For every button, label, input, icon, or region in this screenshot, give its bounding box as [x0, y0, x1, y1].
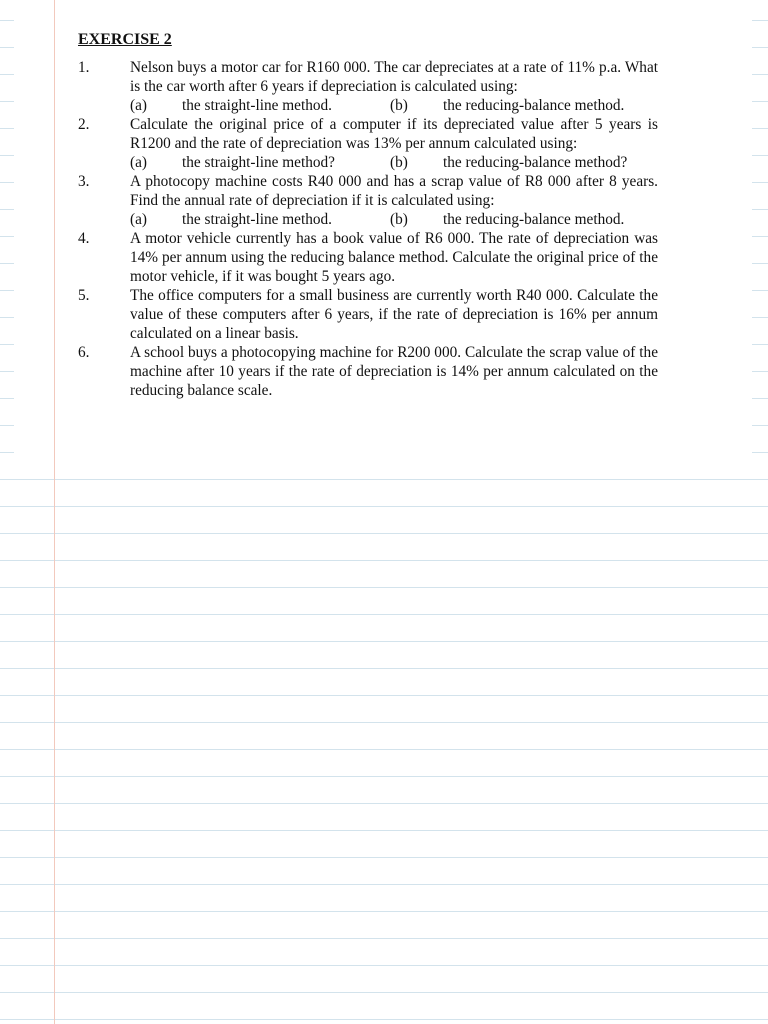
option-text-a: the straight-line method. — [182, 211, 332, 228]
ruled-line-tick — [752, 47, 768, 48]
ruled-line — [0, 587, 768, 588]
question-number: 3. — [78, 173, 90, 190]
question-text: A school buys a photocopying machine for R200 000. Calculate the scrap value of the machine after 10 years if the rate of depreciation is 14% per annum calculated on the reducing balance scale. — [130, 344, 658, 399]
ruled-line-tick — [752, 452, 768, 453]
ruled-line — [0, 722, 768, 723]
option-label-a: (a) — [130, 211, 147, 228]
ruled-line — [0, 911, 768, 912]
option-label-b: (b) — [390, 97, 408, 114]
option-label-a: (a) — [130, 154, 147, 171]
ruled-line-tick — [752, 344, 768, 345]
question-options — [130, 96, 658, 115]
ruled-line-tick — [0, 155, 14, 156]
ruled-line-tick — [752, 263, 768, 264]
question-number: 1. — [78, 59, 90, 76]
ruled-line-tick — [752, 74, 768, 75]
ruled-line — [0, 560, 768, 561]
ruled-line — [0, 830, 768, 831]
ruled-line — [0, 857, 768, 858]
question-text: Calculate the original price of a computer if its depreciated value after 5 years is R1200 and the rate of depreciation was 13% per annum calculated using: — [130, 116, 658, 152]
question-6 — [78, 343, 658, 400]
option-label-b: (b) — [390, 154, 408, 171]
ruled-line — [0, 479, 768, 480]
ruled-line — [0, 776, 768, 777]
exercise-title: EXERCISE 2 — [78, 31, 172, 48]
ruled-line — [0, 506, 768, 507]
margin-line — [54, 0, 55, 1024]
ruled-line — [0, 803, 768, 804]
ruled-line-tick — [0, 317, 14, 318]
question-options — [130, 153, 658, 172]
question-number: 5. — [78, 287, 90, 304]
question-1 — [78, 58, 658, 115]
ruled-line-tick — [0, 128, 14, 129]
question-text: Nelson buys a motor car for R160 000. The car depreciates at a rate of 11% p.a. What is the car worth after 6 years if depreciation is calculated using: — [130, 59, 658, 95]
option-text-b: the reducing-balance method. — [443, 211, 625, 228]
ruled-line-tick — [752, 398, 768, 399]
ruled-line-tick — [0, 425, 14, 426]
question-options — [130, 210, 658, 229]
ruled-line-tick — [0, 182, 14, 183]
ruled-line — [0, 614, 768, 615]
question-4 — [78, 229, 658, 286]
ruled-line — [0, 533, 768, 534]
question-number: 2. — [78, 116, 90, 133]
ruled-line-tick — [0, 452, 14, 453]
ruled-line — [0, 1019, 768, 1020]
ruled-line — [0, 965, 768, 966]
ruled-line-tick — [0, 236, 14, 237]
ruled-line — [0, 749, 768, 750]
option-text-b: the reducing-balance method? — [443, 154, 628, 171]
ruled-line-tick — [0, 263, 14, 264]
ruled-line-tick — [0, 398, 14, 399]
ruled-line — [0, 884, 768, 885]
ruled-line-tick — [0, 74, 14, 75]
ruled-line-tick — [752, 101, 768, 102]
question-number: 6. — [78, 344, 90, 361]
ruled-line-tick — [752, 20, 768, 21]
ruled-line-tick — [752, 317, 768, 318]
question-text: A motor vehicle currently has a book value of R6 000. The rate of depreciation was 14% per annum using the reducing balance method. Calculate the original price of the motor vehicle, if it was bought 5 years ago. — [130, 230, 658, 285]
ruled-line-tick — [752, 425, 768, 426]
ruled-line-tick — [752, 128, 768, 129]
ruled-line — [0, 992, 768, 993]
question-2 — [78, 115, 658, 172]
ruled-line-tick — [0, 209, 14, 210]
ruled-line — [0, 641, 768, 642]
option-text-a: the straight-line method. — [182, 97, 332, 114]
option-text-a: the straight-line method? — [182, 154, 335, 171]
ruled-line-tick — [752, 371, 768, 372]
ruled-line-tick — [752, 290, 768, 291]
question-5 — [78, 286, 658, 343]
ruled-line-tick — [0, 290, 14, 291]
ruled-line-tick — [752, 155, 768, 156]
question-text: A photocopy machine costs R40 000 and has a scrap value of R8 000 after 8 years. Find the annual rate of depreciation if it is calculated using: — [130, 173, 658, 209]
ruled-line-tick — [752, 209, 768, 210]
ruled-line-tick — [0, 20, 14, 21]
option-label-b: (b) — [390, 211, 408, 228]
option-text-b: the reducing-balance method. — [443, 97, 625, 114]
question-number: 4. — [78, 230, 90, 247]
ruled-line-tick — [0, 101, 14, 102]
ruled-line — [0, 938, 768, 939]
ruled-line-tick — [0, 47, 14, 48]
option-label-a: (a) — [130, 97, 147, 114]
ruled-line-tick — [752, 236, 768, 237]
ruled-line-tick — [0, 371, 14, 372]
ruled-line — [0, 668, 768, 669]
ruled-line — [0, 695, 768, 696]
ruled-line-tick — [0, 344, 14, 345]
question-text: The office computers for a small business are currently worth R40 000. Calculate the value of these computers after 6 years, if the rate of depreciation is 16% per annum calculated on a linear basis. — [130, 287, 658, 342]
ruled-line-tick — [752, 182, 768, 183]
question-3 — [78, 172, 658, 229]
exercise-sheet — [78, 30, 658, 400]
